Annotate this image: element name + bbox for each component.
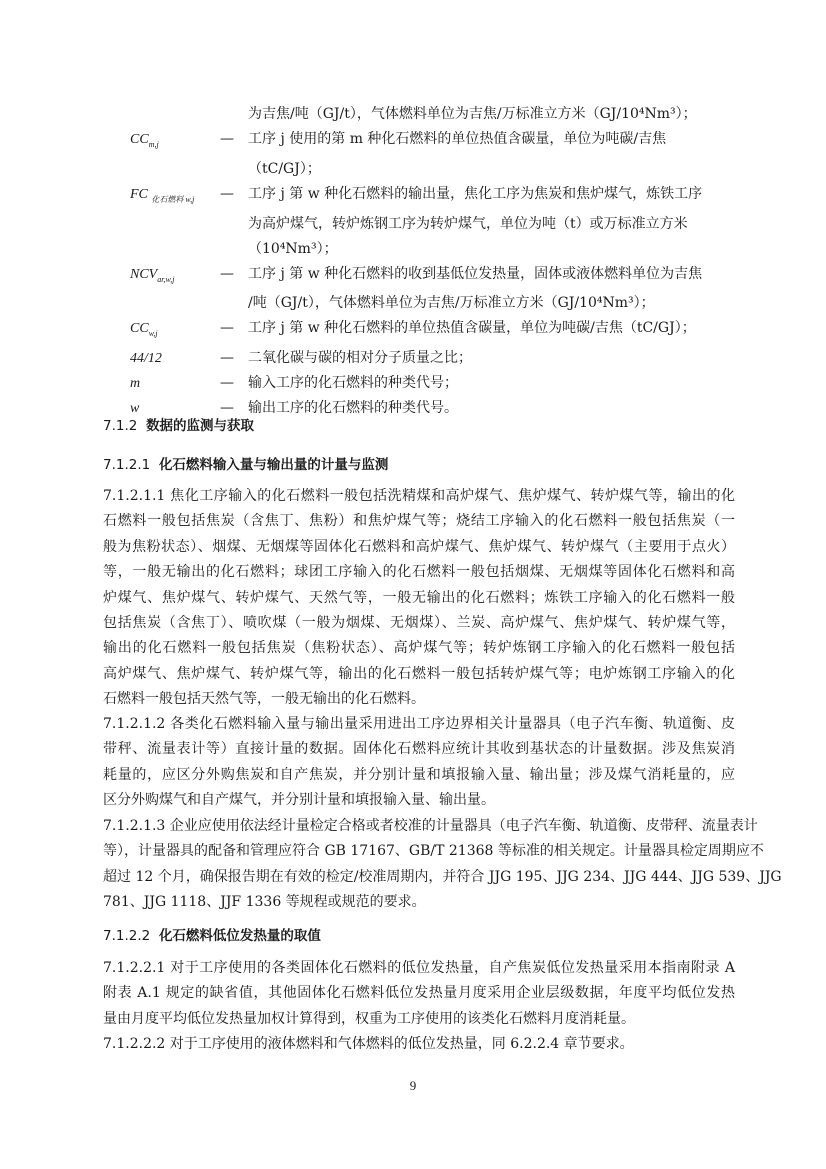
symbol-main: CC [130, 321, 149, 337]
definition-continuation: /吨（GJ/t），气体燃料单位为吉焦/万标准立方米（GJ/10⁴Nm³）； [248, 295, 655, 312]
definition-continuation: 为吉焦/吨（GJ/t），气体燃料单位为吉焦/万标准立方米（GJ/10⁴Nm³）； [248, 106, 697, 122]
definition-dash: — [220, 350, 234, 367]
paragraph-line: 石燃料一般包括天然气等，一般无输出的化石燃料。 [103, 691, 425, 708]
paragraph-7-1-2-2-1 [103, 956, 735, 1032]
symbol-main: w [130, 401, 140, 417]
definition-symbol [130, 262, 220, 292]
symbol-definitions [130, 102, 730, 421]
paragraph-7-1-2-2-2 [103, 1032, 735, 1057]
definition-dash: — [220, 131, 234, 147]
definition-row [130, 316, 730, 346]
definition-text: 输入工序的化石燃料的种类代号； [248, 375, 458, 392]
paragraph-line: 781、JJG 1118、JJF 1336 等规程或规范的要求。 [103, 894, 426, 911]
definition-row [130, 182, 730, 212]
definition-continuation: 为高炉煤气，转炉炼钢工序为转炉煤气，单位为吨（t）或万标准立方米 [248, 215, 688, 232]
paragraph-line: 附表 A.1 规定的缺省值，其他固体化石燃料低位发热量月度采用企业层级数据，年度平均低位发热 [103, 985, 735, 1002]
paragraph-line: 7.1.2.1.1 焦化工序输入的化石燃料一般包括洗精煤和高炉煤气、焦炉煤气、转炉煤气等，输出的化 [103, 488, 735, 504]
definition-text: 工序 j 第 w 种化石燃料的单位热值含碳量，单位为吨碳/吉焦（tC/GJ）； [248, 320, 696, 337]
definition-symbol [130, 371, 220, 396]
symbol-subscript: ar,w,j [157, 274, 175, 284]
section-heading-7-1-2-1: 7.1.2.1 化石燃料输入量与输出量的计量与监测 [103, 457, 389, 473]
paragraph-line: 7.1.2.2.1 对于工序使用的各类固体化石燃料的低位发热量，自产焦炭低位发热量采用本指南附录 A [103, 960, 735, 976]
symbol-subscript: m,j [148, 139, 159, 149]
paragraph-line: 7.1.2.2.2 对于工序使用的液体燃料和气体燃料的低位发热量，同 6.2.2.4 章节要求。 [103, 1036, 634, 1052]
definition-dash: — [220, 265, 234, 282]
definition-row [130, 346, 730, 371]
definition-row [130, 262, 730, 292]
definition-row [130, 127, 730, 157]
paragraph-7-1-2-1-2 [103, 712, 735, 814]
definition-row [130, 371, 730, 396]
definition-continuation: （tC/GJ）； [248, 160, 321, 177]
section-heading-7-1-2-2: 7.1.2.2 化石燃料低位发热量的取值 [103, 928, 321, 944]
paragraph-7-1-2-1-3 [103, 814, 782, 916]
definition-dash: — [220, 320, 234, 337]
paragraph-line: 7.1.2.1.3 企业应使用依法经计量检定合格或者校准的计量器具（电子汽车衡、轨道衡、皮带秤、流量表计 [103, 818, 758, 834]
symbol-main: NCV [130, 266, 158, 282]
definition-text: 工序 j 第 w 种化石燃料的输出量，焦化工序为焦炭和焦炉煤气，炼铁工序 [248, 185, 703, 202]
paragraph-line: 7.1.2.1.2 各类化石燃料输入量与输出量采用进出工序边界相关计量器具（电子汽车衡、轨道衡、皮 [103, 716, 735, 732]
paragraph-line: 耗量的，应区分外购焦炭和自产焦炭，并分别计量和填报输入量、输出量；涉及煤气消耗量的，应 [103, 766, 735, 783]
paragraph-line: 超过 12 个月，确保报告期在有效的检定/校准周期内，并符合 JJG 195、JJG 234、JJG 444、JJG 539、JJG [103, 868, 782, 885]
definition-dash: — [220, 400, 234, 417]
definition-dash: — [220, 185, 234, 202]
symbol-subscript: 化石燃料 w,j [151, 194, 195, 204]
paragraph-line: 量由月度平均低位发热量加权计算得到，权重为工序使用的该类化石燃料月度消耗量。 [103, 1010, 635, 1027]
definition-text: 输出工序的化石燃料的种类代号。 [248, 400, 458, 417]
paragraph-line: 包括焦炭（含焦丁）、喷吹煤（一般为烟煤、无烟煤）、兰炭、高炉煤气、焦炉煤气、转炉煤气等， [103, 615, 735, 632]
symbol-main: 44/12 [130, 351, 162, 367]
paragraph-line: 般为焦粉状态）、烟煤、无烟煤等固体化石燃料和高炉煤气、焦炉煤气、转炉煤气（主要用于点火） [103, 538, 735, 555]
definition-dash: — [220, 375, 234, 392]
paragraph-line: 带秤、流量表计等）直接计量的数据。固体化石燃料应统计其收到基状态的计量数据。涉及焦炭消 [103, 741, 735, 758]
symbol-main: m [130, 376, 141, 392]
paragraph-line: 区分外购煤气和自产煤气，并分别计量和填报输入量、输出量。 [103, 792, 495, 809]
definition-symbol [130, 316, 220, 346]
paragraph-line: 高炉煤气、焦炉煤气、转炉煤气等，输出的化石燃料一般包括转炉煤气等；电炉炼钢工序输入的化 [103, 665, 735, 682]
symbol-main: CC [130, 132, 149, 147]
paragraph-line: 炉煤气、焦炉煤气、转炉煤气、天然气等，一般无输出的化石燃料；炼铁工序输入的化石燃料一般 [103, 589, 735, 606]
page-number: 9 [409, 1078, 417, 1093]
symbol-main: FC [130, 186, 152, 202]
paragraph-line: 等），计量器具的配备和管理应符合 GB 17167、GB/T 21368 等标准的相关规定。计量器具检定周期应不 [103, 843, 764, 860]
definition-symbol [130, 182, 220, 212]
definition-text: 工序 j 第 w 种化石燃料的收到基低位发热量，固体或液体燃料单位为吉焦 [248, 265, 703, 282]
definition-text: 二氧化碳与碳的相对分子质量之比； [248, 350, 472, 367]
definition-continuation: （10⁴Nm³）； [248, 240, 338, 257]
definition-symbol [130, 346, 220, 371]
definition-text: 工序 j 使用的第 m 种化石燃料的单位热值含碳量，单位为吨碳/吉焦 [248, 131, 667, 147]
paragraph-line: 石燃料一般包括焦炭（含焦丁、焦粉）和焦炉煤气等；烧结工序输入的化石燃料一般包括焦炭（一 [103, 513, 735, 530]
definition-symbol [130, 127, 220, 157]
paragraph-line: 输出的化石燃料一般包括焦炭（焦粉状态）、高炉煤气等；转炉炼钢工序输入的化石燃料一般包括 [103, 640, 735, 657]
symbol-subscript: w,j [148, 329, 158, 339]
paragraph-line: 等，一般无输出的化石燃料；球团工序输入的化石燃料一般包括烟煤、无烟煤等固体化石燃料和高 [103, 564, 735, 581]
paragraph-7-1-2-1-1 [103, 484, 735, 713]
section-heading-7-1-2: 7.1.2 数据的监测与获取 [103, 418, 255, 434]
